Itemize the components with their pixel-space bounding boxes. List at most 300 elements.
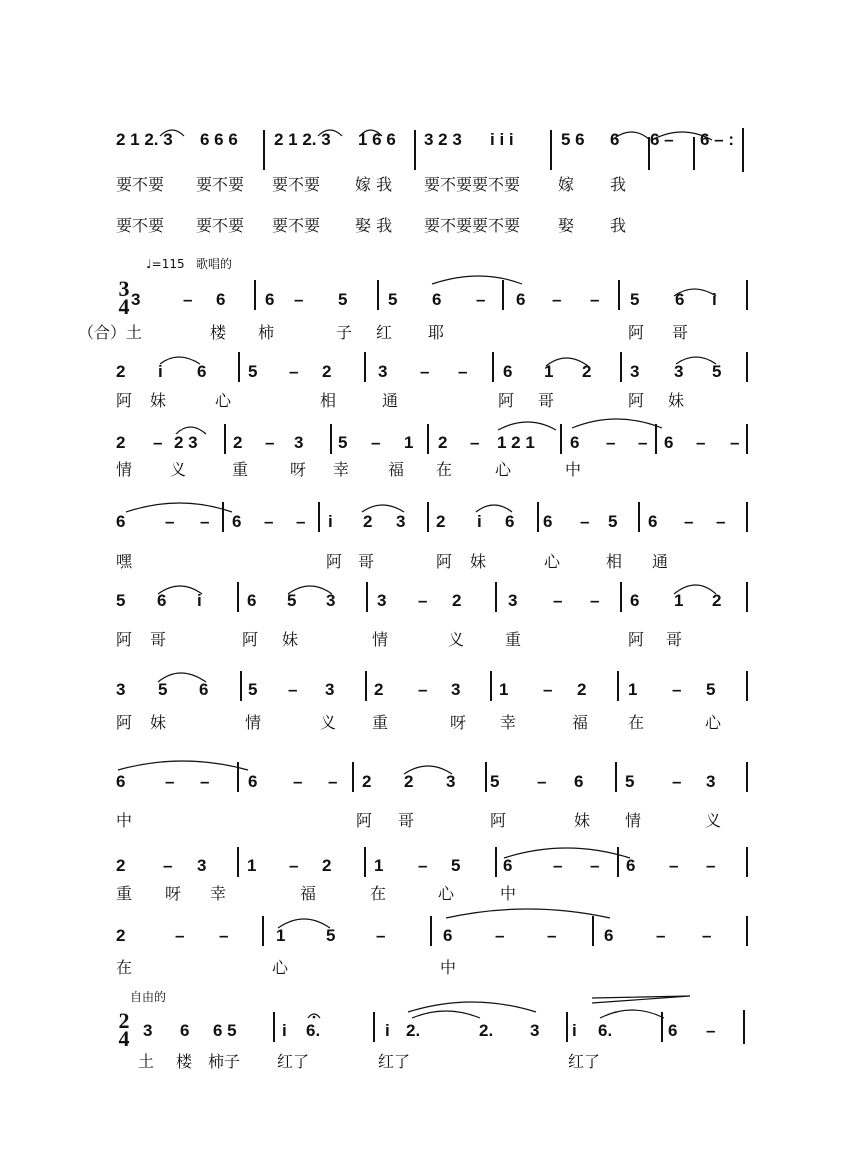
- slur: [118, 761, 248, 770]
- barline: [648, 137, 650, 170]
- note: –: [165, 512, 175, 531]
- note: 1 6 6: [358, 130, 396, 149]
- lyric: 红了: [378, 1052, 411, 1071]
- note: –: [606, 433, 616, 452]
- note: i: [197, 591, 202, 610]
- note: 5: [248, 362, 258, 381]
- slur: [362, 505, 404, 512]
- lyric: 重: [372, 713, 389, 732]
- lyric: 在: [370, 884, 387, 903]
- note: 1: [674, 591, 684, 610]
- note: –: [175, 926, 185, 945]
- note: 3: [446, 772, 456, 791]
- note: 6 6 6: [200, 130, 238, 149]
- lyric: 阿: [628, 391, 645, 410]
- slur: [498, 422, 556, 430]
- slur: [126, 503, 232, 512]
- note: 1: [544, 362, 554, 381]
- note: 6: [199, 680, 209, 699]
- lyric: 通: [652, 552, 669, 571]
- note: 6: [180, 1021, 190, 1040]
- note: –: [200, 772, 210, 791]
- lyric: 阿: [116, 713, 133, 732]
- slur: [160, 357, 200, 364]
- lyric: 情: [116, 460, 133, 479]
- lyric: 哥: [672, 323, 689, 342]
- note: 3: [143, 1021, 153, 1040]
- barline: [238, 352, 240, 382]
- lyric: 心: [438, 884, 455, 903]
- note: –: [656, 926, 666, 945]
- barline: [566, 1012, 568, 1042]
- lyric: 幸: [210, 884, 227, 903]
- lyric: 要不要: [272, 216, 321, 235]
- note: 3: [326, 591, 336, 610]
- note: 2: [233, 433, 243, 452]
- tempo-marking: ♩=115: [146, 257, 185, 271]
- barline: [502, 280, 504, 310]
- slur: [278, 919, 330, 928]
- note: –: [418, 856, 428, 875]
- lyric: 相: [606, 552, 623, 571]
- lyric: 妹: [282, 630, 299, 649]
- note: 1: [404, 433, 414, 452]
- lyric: 情: [245, 713, 262, 732]
- barline: [746, 502, 748, 532]
- lyric: 子: [336, 323, 353, 342]
- note: –: [289, 362, 299, 381]
- lyric: 阿: [242, 630, 259, 649]
- note: 6: [197, 362, 207, 381]
- barline: [492, 352, 494, 382]
- expression-mark-2: 自由的: [130, 990, 167, 1004]
- lyric: 义: [448, 630, 465, 649]
- note: 2: [363, 512, 373, 531]
- note: 6 5: [213, 1021, 237, 1040]
- note: –: [547, 926, 557, 945]
- note: 2.: [406, 1021, 421, 1040]
- lyric: 娶: [558, 216, 575, 235]
- barline: [485, 762, 487, 792]
- barline: [620, 352, 622, 382]
- barline: [746, 424, 748, 454]
- barline: [746, 671, 748, 701]
- note: –: [669, 856, 679, 875]
- note: –: [296, 512, 306, 531]
- note: 3: [451, 680, 461, 699]
- lyric: 呀: [290, 460, 307, 479]
- barline: [427, 424, 429, 454]
- note: –: [470, 433, 480, 452]
- barline: [617, 847, 619, 877]
- barline: [237, 847, 239, 877]
- note: 5: [158, 680, 168, 699]
- slur: [600, 1010, 664, 1018]
- note: 2: [452, 591, 462, 610]
- expression-mark-1: 歌唱的: [196, 257, 233, 271]
- note: –: [163, 856, 173, 875]
- barline: [222, 502, 224, 532]
- note: 5: [630, 290, 640, 309]
- note: 3: [530, 1021, 540, 1040]
- note: 2: [322, 362, 332, 381]
- note: 6: [604, 926, 614, 945]
- barline: [318, 502, 320, 532]
- note: 2 1 2. 3: [274, 130, 331, 149]
- hairpin: [592, 996, 690, 1003]
- barline: [352, 762, 354, 792]
- lyric: 我: [610, 216, 627, 235]
- note: 2: [404, 772, 414, 791]
- note: –: [590, 591, 600, 610]
- note: 6 –: [650, 130, 674, 149]
- note: –: [553, 591, 563, 610]
- note: 6: [247, 591, 257, 610]
- lyric: 阿: [628, 630, 645, 649]
- note: 6: [432, 290, 442, 309]
- note: 1: [628, 680, 638, 699]
- lyric: 土: [138, 1052, 155, 1071]
- lyric: 情: [625, 811, 642, 830]
- note: 5: [490, 772, 500, 791]
- time-signature-2: [114, 1008, 134, 1051]
- lyric: 要不要: [196, 175, 245, 194]
- barline: [364, 847, 366, 877]
- note: 6: [668, 1021, 678, 1040]
- lyric: 哥: [150, 630, 167, 649]
- barline: [618, 280, 620, 310]
- note: –: [293, 772, 303, 791]
- note: 2: [436, 512, 446, 531]
- barline: [366, 582, 368, 612]
- lyric: 在: [436, 460, 453, 479]
- lyric: 阿: [116, 630, 133, 649]
- note: 3 2 3: [424, 130, 462, 149]
- note: 3: [508, 591, 518, 610]
- note: 6: [503, 362, 513, 381]
- note: 3: [294, 433, 304, 452]
- note: 6: [232, 512, 242, 531]
- time-signature-1-bottom: 4: [118, 294, 130, 319]
- lyric: 要不要: [116, 175, 165, 194]
- note: –: [706, 1021, 716, 1040]
- note: –: [418, 680, 428, 699]
- note: i: [282, 1021, 287, 1040]
- barline: [615, 762, 617, 792]
- lyric: 阿: [326, 552, 343, 571]
- lyric: 福: [300, 884, 317, 903]
- lyric: 楼: [210, 323, 227, 342]
- lyric: 中: [500, 884, 517, 903]
- lyric: 红了: [277, 1052, 310, 1071]
- lyric: 心: [495, 460, 512, 479]
- note: 3: [630, 362, 640, 381]
- note: –: [183, 290, 193, 309]
- barline: [620, 582, 622, 612]
- note: –: [672, 772, 682, 791]
- note: 5: [248, 680, 258, 699]
- note: –: [696, 433, 706, 452]
- lyric: 妹: [150, 391, 167, 410]
- lyric: 中: [440, 958, 457, 977]
- barline: [495, 847, 497, 877]
- note: –: [716, 512, 726, 531]
- barline: [262, 916, 264, 946]
- note: –: [294, 290, 304, 309]
- note: 3: [396, 512, 406, 531]
- note: –: [328, 772, 338, 791]
- note: 5: [338, 290, 348, 309]
- note: –: [371, 433, 381, 452]
- barline: [693, 137, 695, 170]
- note: 5: [388, 290, 398, 309]
- barline: [661, 1012, 663, 1042]
- slur: [476, 505, 512, 512]
- barline: [430, 916, 432, 946]
- barline: [655, 424, 657, 454]
- lyric: 重: [116, 884, 133, 903]
- lyric: 哥: [538, 391, 555, 410]
- note: –: [590, 856, 600, 875]
- note: 6.: [598, 1021, 613, 1040]
- note: –: [420, 362, 430, 381]
- note: –: [153, 433, 163, 452]
- barline: [365, 671, 367, 701]
- barline: [240, 671, 242, 701]
- barline: [364, 352, 366, 382]
- lyric: 通: [382, 391, 399, 410]
- slur: [446, 909, 610, 918]
- barline: [550, 130, 552, 170]
- lyric: 柿: [258, 323, 275, 342]
- note: 6: [664, 433, 674, 452]
- slur: [412, 1011, 480, 1018]
- note: 5 6: [561, 130, 585, 149]
- slur: [408, 1002, 536, 1012]
- note: i i i: [490, 130, 514, 149]
- fermata: [308, 1014, 320, 1018]
- lyric: 义: [170, 460, 187, 479]
- lyric: 嘿: [116, 552, 133, 571]
- note: –: [458, 362, 468, 381]
- note: 3: [131, 290, 141, 309]
- barline: [490, 671, 492, 701]
- lyric: 福: [572, 713, 589, 732]
- lyric: 阿: [498, 391, 515, 410]
- note: –: [289, 856, 299, 875]
- note: –: [553, 856, 563, 875]
- note: 6: [610, 130, 620, 149]
- lyric: 嫁: [558, 175, 575, 194]
- note: –: [265, 433, 275, 452]
- barline: [560, 424, 562, 454]
- note: 2.: [479, 1021, 494, 1040]
- note: 6: [157, 591, 167, 610]
- lyric: 要不要: [272, 175, 321, 194]
- note: 2: [374, 680, 384, 699]
- slur: [572, 419, 662, 428]
- lyric: 心: [705, 713, 722, 732]
- lyric: 相: [320, 391, 337, 410]
- barline: [537, 502, 539, 532]
- time-signature-2-bottom: 4: [118, 1026, 130, 1051]
- note: 1: [499, 680, 509, 699]
- note: 3: [378, 362, 388, 381]
- note: 2: [362, 772, 372, 791]
- barline: [263, 130, 265, 170]
- note: 6: [626, 856, 636, 875]
- note: 6: [216, 290, 226, 309]
- note: 6: [116, 772, 126, 791]
- note: i: [158, 362, 163, 381]
- barline: [742, 128, 744, 172]
- note: i: [328, 512, 333, 531]
- barline: [237, 762, 239, 792]
- lyric: 义: [705, 811, 722, 830]
- lyric: 幸: [333, 460, 350, 479]
- note: 5: [116, 591, 126, 610]
- barline: [638, 502, 640, 532]
- barline: [746, 762, 748, 792]
- lyric: 在: [628, 713, 645, 732]
- barline: [746, 280, 748, 310]
- barline: [746, 847, 748, 877]
- note: 2: [577, 680, 587, 699]
- time-signature-2-top: 2: [118, 1008, 130, 1033]
- lyric: 柿子: [208, 1052, 241, 1071]
- note: –: [684, 512, 694, 531]
- lyric: 阿: [628, 323, 645, 342]
- lyric: 妹: [668, 391, 685, 410]
- note: 2: [322, 856, 332, 875]
- note: 1: [276, 926, 286, 945]
- note: 5: [326, 926, 336, 945]
- note: 5: [608, 512, 618, 531]
- note: 1: [374, 856, 384, 875]
- lyric: 福: [388, 460, 405, 479]
- note: –: [702, 926, 712, 945]
- note: 6: [505, 512, 515, 531]
- lyric: 阿: [436, 552, 453, 571]
- lyric: 呀: [165, 884, 182, 903]
- note: 6: [630, 591, 640, 610]
- barline: [373, 1012, 375, 1042]
- lyric: 阿: [356, 811, 373, 830]
- note: –: [418, 591, 428, 610]
- barline: [427, 502, 429, 532]
- lyric: 要不要要不要: [424, 216, 521, 235]
- barline: [746, 352, 748, 382]
- lyric: 中: [565, 460, 582, 479]
- note: 6: [648, 512, 658, 531]
- lyric: 呀: [450, 713, 467, 732]
- lyric: 妹: [150, 713, 167, 732]
- barline: [224, 424, 226, 454]
- lyric: 要不要要不要: [424, 175, 521, 194]
- note: i: [477, 512, 482, 531]
- note: 6: [543, 512, 553, 531]
- lyric: 重: [232, 460, 249, 479]
- note: 6: [265, 290, 275, 309]
- note: 6: [443, 926, 453, 945]
- lyric: （合）土: [78, 323, 143, 342]
- note: 6: [574, 772, 584, 791]
- note: 5: [706, 680, 716, 699]
- time-signature-1-top: 3: [118, 276, 130, 301]
- barline: [273, 1012, 275, 1042]
- note: 2: [116, 926, 126, 945]
- lyric: 红: [376, 323, 393, 342]
- lyric: 嫁 我: [355, 175, 393, 194]
- note: 6: [116, 512, 126, 531]
- note: 2: [116, 433, 126, 452]
- lyric: 要不要: [196, 216, 245, 235]
- note: 5: [712, 362, 722, 381]
- note: 6: [516, 290, 526, 309]
- note: –: [672, 680, 682, 699]
- lyric: 在: [116, 958, 133, 977]
- lyric: 楼: [176, 1052, 193, 1071]
- barline: [592, 916, 594, 946]
- note: 6: [503, 856, 513, 875]
- lyric: 娶 我: [355, 216, 393, 235]
- slur: [504, 848, 630, 858]
- slur: [432, 276, 522, 284]
- note: 1 2 1: [497, 433, 535, 452]
- note: 3: [674, 362, 684, 381]
- barline: [495, 582, 497, 612]
- barline: [237, 582, 239, 612]
- barline: [414, 130, 416, 170]
- note: 6: [675, 290, 685, 309]
- note: –: [376, 926, 386, 945]
- note: –: [165, 772, 175, 791]
- note: 3: [706, 772, 716, 791]
- note: –: [706, 856, 716, 875]
- note: 6.: [306, 1021, 321, 1040]
- note: 3: [325, 680, 335, 699]
- note: i: [572, 1021, 577, 1040]
- lyric: 我: [610, 175, 627, 194]
- note: –: [638, 433, 648, 452]
- note: i: [712, 290, 717, 309]
- note: –: [537, 772, 547, 791]
- lyric: 要不要: [116, 216, 165, 235]
- lyric: 中: [116, 811, 133, 830]
- lyric: 幸: [500, 713, 517, 732]
- note: 2: [438, 433, 448, 452]
- note: 5: [451, 856, 461, 875]
- note: –: [590, 290, 600, 309]
- barline: [254, 280, 256, 310]
- note: –: [264, 512, 274, 531]
- note: –: [495, 926, 505, 945]
- lyric: 心: [215, 391, 232, 410]
- barline: [617, 671, 619, 701]
- note: –: [580, 512, 590, 531]
- lyric: 重: [505, 630, 522, 649]
- note: 3: [116, 680, 126, 699]
- lyric: 哥: [398, 811, 415, 830]
- lyric: 耶: [428, 323, 445, 342]
- note: 3: [377, 591, 387, 610]
- lyric: 心: [272, 958, 289, 977]
- barline: [746, 916, 748, 946]
- lyric: 妹: [470, 552, 487, 571]
- note: 2: [116, 362, 126, 381]
- note: –: [200, 512, 210, 531]
- barline: [377, 280, 379, 310]
